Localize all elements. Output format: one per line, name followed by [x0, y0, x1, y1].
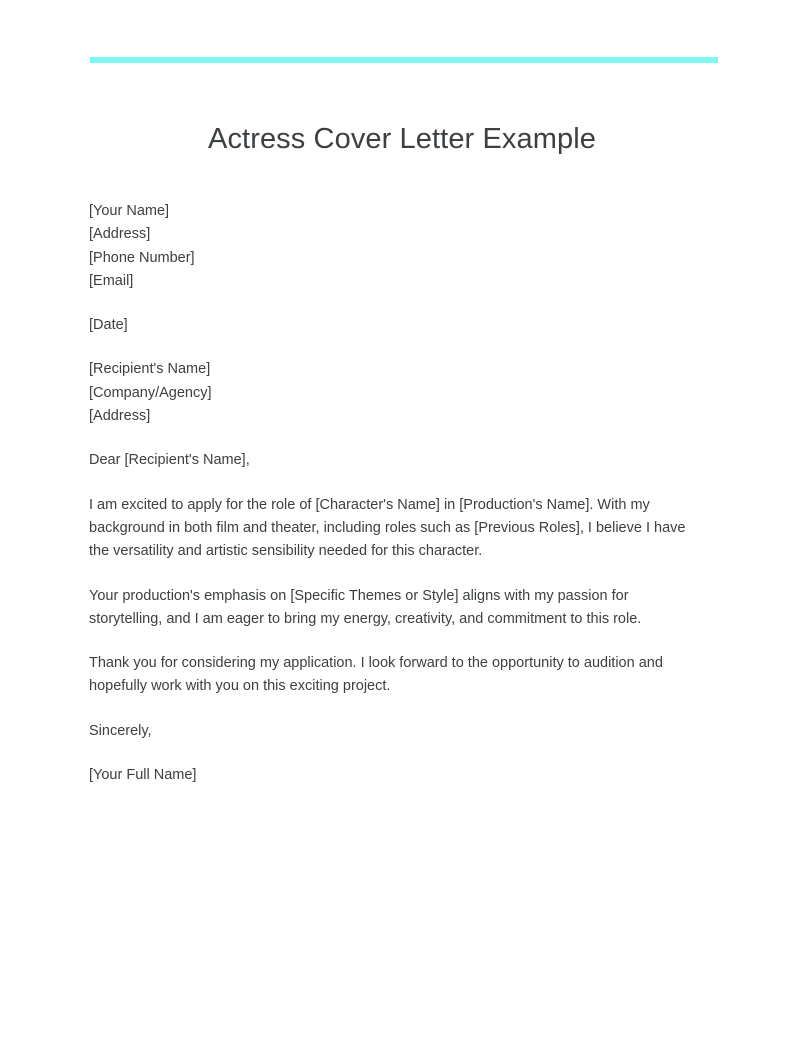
recipient-address: [Address]: [89, 408, 151, 425]
signature: [Your Full Name]: [89, 767, 197, 784]
date-block: [89, 314, 689, 337]
accent-bar: [90, 57, 718, 63]
letter-date: [Date]: [89, 317, 128, 334]
body-paragraph-2: Your production's emphasis on [Specific Themes or Style] aligns with my passion for storytelling, and I am eager to bring my energy, creativity, and commitment to this role.: [89, 587, 642, 627]
sender-phone: [Phone Number]: [89, 249, 195, 266]
sender-name: [Your Name]: [89, 203, 170, 219]
body-paragraph-3: Thank you for considering my application. I look forward to the opportunity to audition and hopefully work with you on this exciting project.: [89, 655, 667, 695]
body-paragraph-1: I am excited to apply for the role of [Character's Name] in [Production's Name]. With my background in both film and theater, including roles such as [Previous Roles], I believe I have the versatility and artistic sensibility needed for this character.: [89, 496, 690, 560]
sender-address-block: [89, 200, 689, 293]
sender-email: [Email]: [89, 272, 134, 289]
salutation: Dear [Recipient's Name],: [89, 452, 250, 469]
recipient-name: [Recipient's Name]: [89, 361, 211, 378]
recipient-address-block: [89, 358, 689, 428]
sender-address: [Address]: [89, 226, 151, 243]
letter-body: [89, 200, 689, 787]
recipient-company: [Company/Agency]: [89, 384, 212, 401]
page-title: Actress Cover Letter Example: [208, 123, 596, 156]
closing: Sincerely,: [89, 722, 152, 739]
